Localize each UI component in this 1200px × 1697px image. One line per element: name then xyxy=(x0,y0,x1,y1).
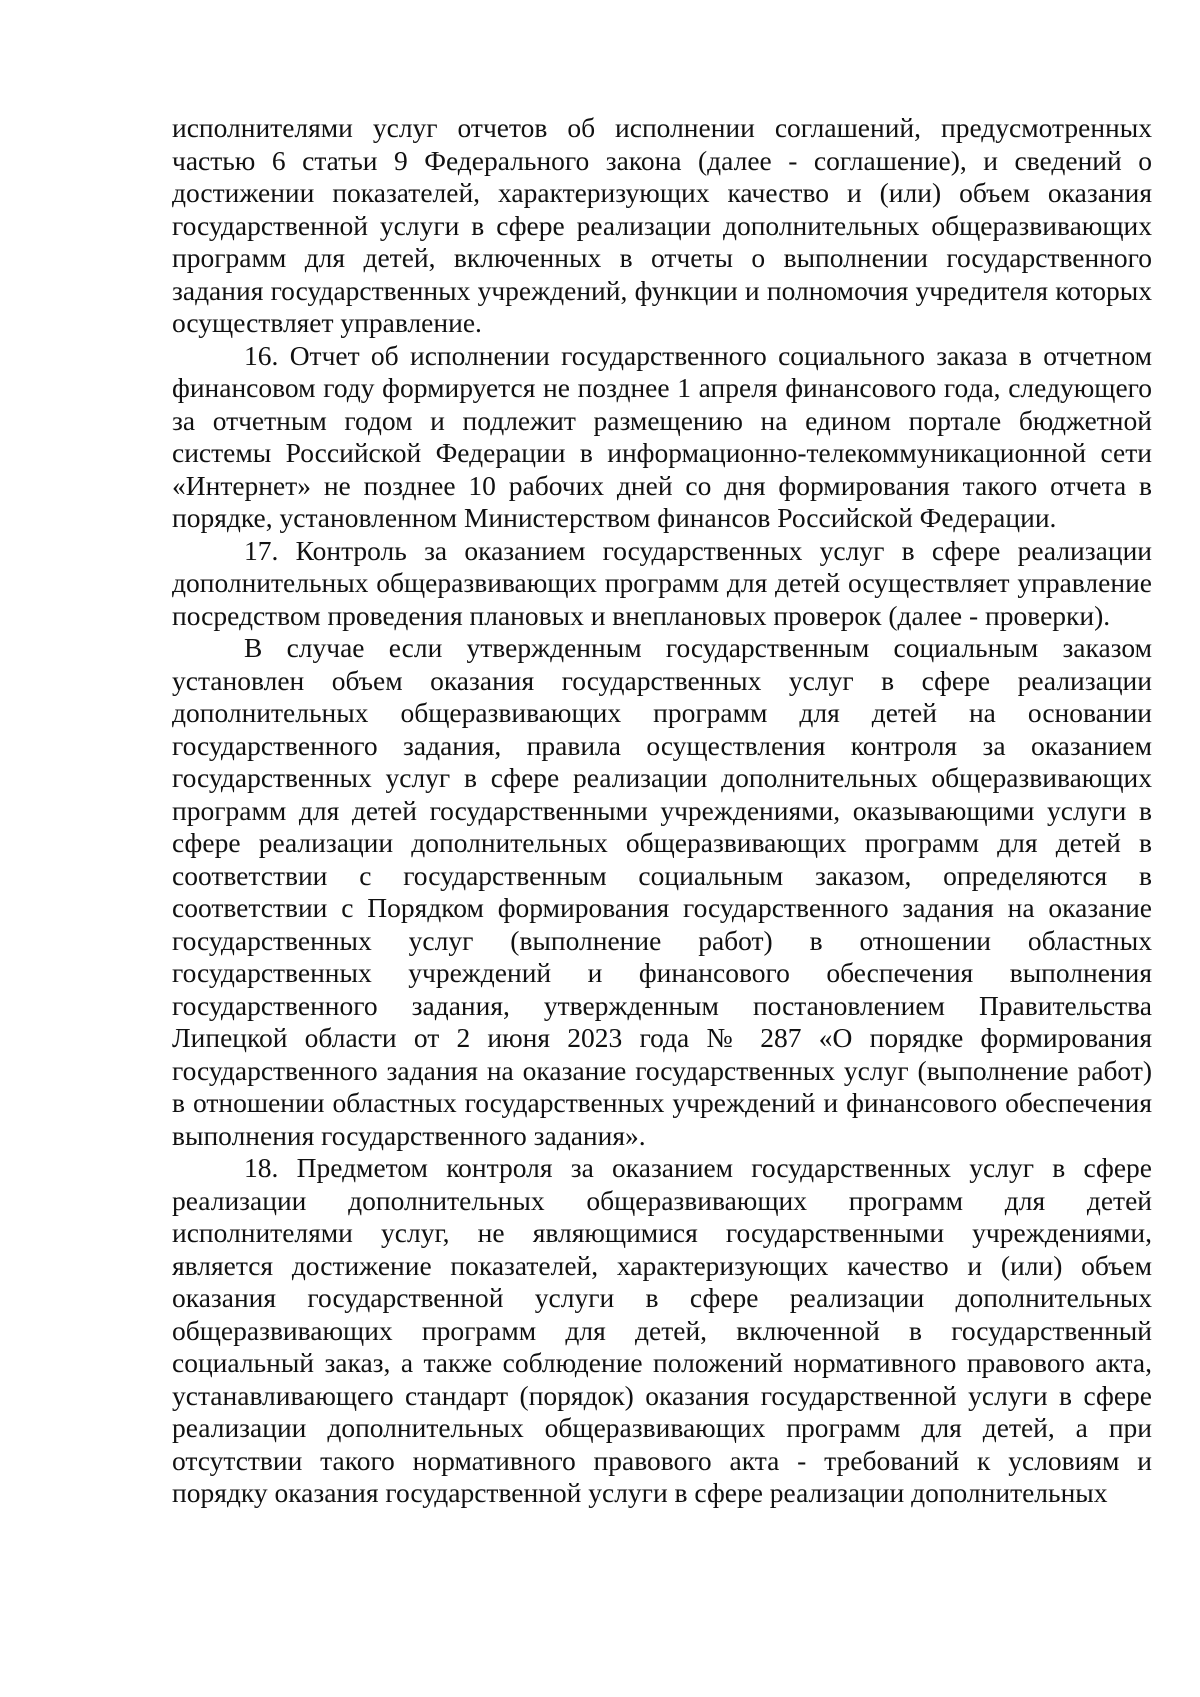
paragraph-17: 17. Контроль за оказанием государственных услуг в сфере реализации дополнительных общеразвивающих программ для детей осуществляет управление посредством проведения плановых и внеплановых проверок (далее - проверки). xyxy=(172,534,1152,631)
paragraph-18: 18. Предметом контроля за оказанием государственных услуг в сфере реализации дополнительных общеразвивающих программ для детей исполнителями услуг, не являющимися государственными учреждениями, является достижение показателей, характеризующих качество и (или) объем оказания государственной услуги в сфере реализации дополнительных общеразвивающих программ для детей, включенной в государственный социальный заказ, а также соблюдение положений нормативного правового акта, устанавливающего стандарт (порядок) оказания государственной услуги в сфере реализации дополнительных общеразвивающих программ для детей, а при отсутствии такого нормативного правового акта - требований к условиям и порядку оказания государственной услуги в сфере реализации дополнительных xyxy=(172,1152,1152,1508)
document-page xyxy=(172,112,1152,1510)
paragraph-16: 16. Отчет об исполнении государственного социального заказа в отчетном финансовом году формируется не позднее 1 апреля финансового года, следующего за отчетным годом и подлежит размещению на едином портале бюджетной системы Российской Федерации в информационно-телекоммуникационной сети «Интернет» не позднее 10 рабочих дней со дня формирования такого отчета в порядке, установленном Министерством финансов Российской Федерации. xyxy=(172,339,1152,533)
paragraph-17-continued: В случае если утвержденным государственным социальным заказом установлен объем оказания государственных услуг в сфере реализации дополнительных общеразвивающих программ для детей на основании государственного задания, правила осуществления контроля за оказанием государственных услуг в сфере реализации дополнительных общеразвивающих программ для детей государственными учреждениями, оказывающими услуги в сфере реализации дополнительных общеразвивающих программ для детей в соответствии с государственным социальным заказом, определяются в соответствии с Порядком формирования государственного задания на оказание государственных услуг (выполнение работ) в отношении областных государственных учреждений и финансового обеспечения выполнения государственного задания, утвержденным постановлением Правительства Липецкой области от 2 июня 2023 года № 287 «О порядке формирования государственного задания на оказание государственных услуг (выполнение работ) в отношении областных государственных учреждений и финансового обеспечения выполнения государственного задания». xyxy=(172,632,1152,1151)
paragraph-continuation: исполнителями услуг отчетов об исполнении соглашений, предусмотренных частью 6 статьи 9 Федерального закона (далее - соглашение), и сведений о достижении показателей, характеризующих качество и (или) объем оказания государственной услуги в сфере реализации дополнительных общеразвивающих программ для детей, включенных в отчеты о выполнении государственного задания государственных учреждений, функции и полномочия учредителя которых осуществляет управление. xyxy=(172,112,1152,338)
